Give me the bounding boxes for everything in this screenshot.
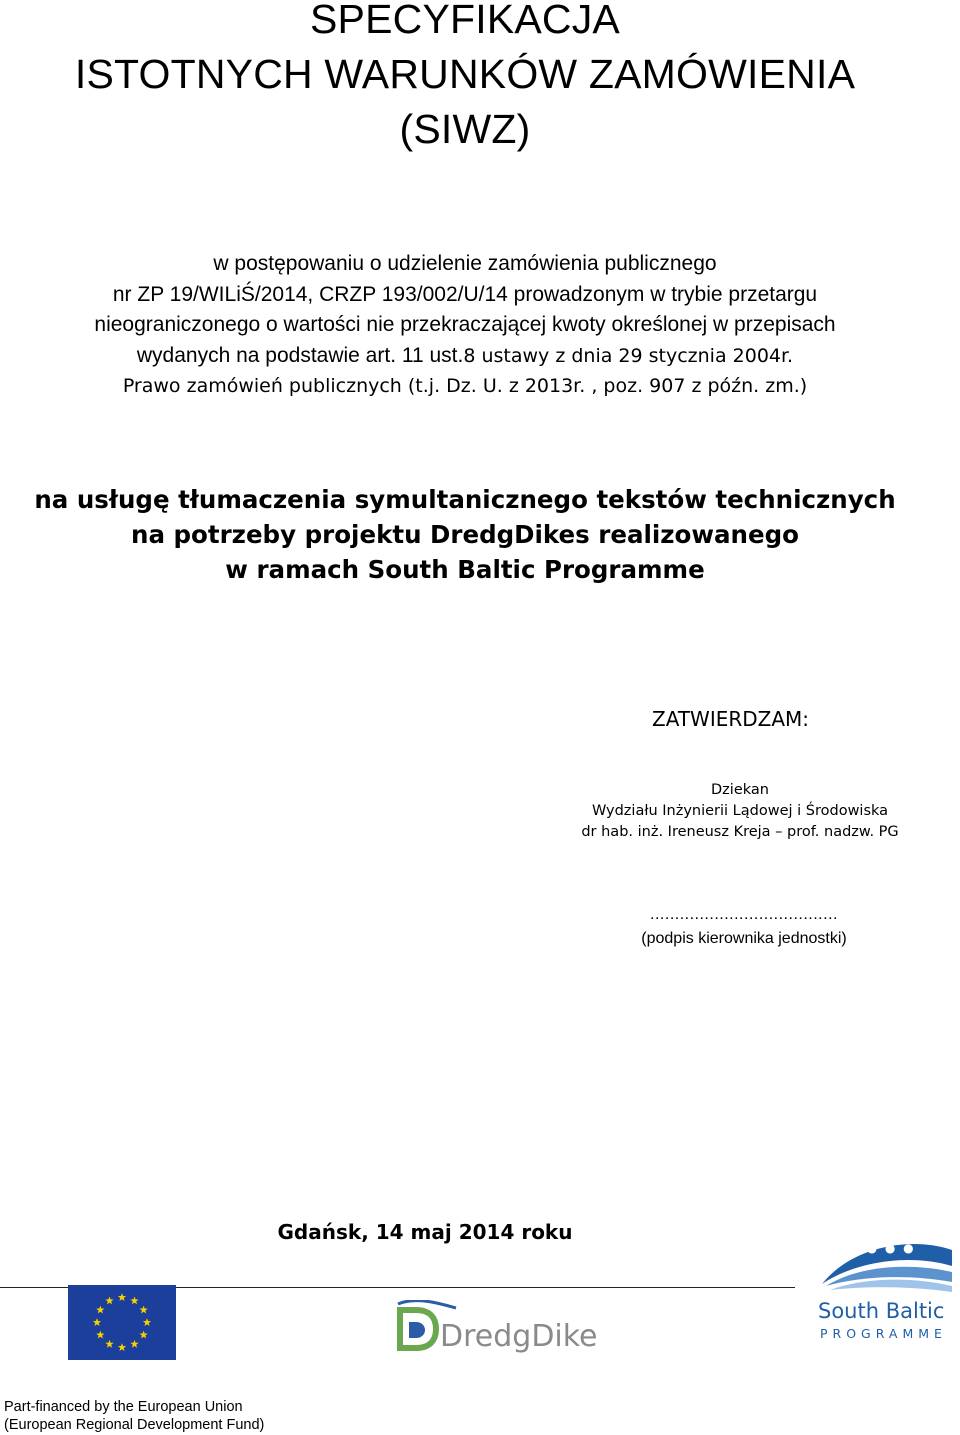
proceeding-line-4: [0, 341, 930, 372]
order-subject: [0, 482, 930, 587]
proceeding-line-3: nieograniczonego o wartości nie przekraczającej kwoty określonej w przepisach: [94, 313, 836, 336]
approver-block: [560, 780, 920, 843]
dredgdikes-logo: [396, 1300, 596, 1363]
footer-line-1: Part-financed by the European Union: [4, 1399, 243, 1415]
signature-caption: (podpis kierownika jednostki): [641, 930, 847, 947]
document-title: [0, 0, 930, 157]
proceeding-line-5: Prawo zamówień publicznych (t.j. Dz. U. z 2013r. , poz. 907 z późn. zm.): [122, 375, 808, 397]
funding-footer: [4, 1398, 264, 1434]
sbp-logo-line-1: South Baltic: [818, 1299, 945, 1323]
proceeding-line-4b: 8 ustawy z dnia 29 stycznia 2004r.: [463, 344, 794, 367]
proceeding-line-1: w postępowaniu o udzielenie zamówienia publicznego: [213, 252, 717, 275]
approver-role: Dziekan: [711, 782, 769, 798]
dredgdikes-logo-text: DredgDikes: [440, 1319, 596, 1354]
approval-label: ZATWIERDZAM:: [652, 707, 810, 731]
title-line-2: ISTOTNYCH WARUNKÓW ZAMÓWIENIA: [74, 51, 856, 97]
title-line-3: (SIWZ): [399, 106, 531, 152]
eu-flag-icon: [68, 1285, 176, 1365]
proceeding-line-4a: wydanych na podstawie art. 11 ust.: [136, 343, 464, 367]
subject-line-2: na potrzeby projektu DredgDikes realizowanego: [131, 520, 799, 549]
signature-line: ......................................: [650, 906, 838, 923]
svg-text:● ● ● ● ●: ● ● ● ● ●: [830, 1241, 916, 1255]
proceeding-line-2: nr ZP 19/WILiŚ/2014, CRZP 193/002/U/14 prowadzonym w trybie przetargu: [112, 282, 818, 306]
south-baltic-programme-logo: [812, 1236, 958, 1349]
footer-line-2: (European Regional Development Fund): [4, 1417, 265, 1433]
approver-faculty: Wydziału Inżynierii Lądowej i Środowiska: [591, 803, 889, 819]
subject-line-3: w ramach South Baltic Programme: [225, 555, 705, 584]
title-line-1: SPECYFIKACJA: [310, 0, 620, 42]
proceeding-description: [0, 249, 930, 402]
approver-name: dr hab. inż. Ireneusz Kreja – prof. nadzw. PG: [581, 824, 899, 840]
sbp-logo-line-2: PROGRAMME: [820, 1326, 947, 1341]
subject-line-1: na usługę tłumaczenia symultanicznego tekstów technicznych: [34, 485, 896, 514]
place-date: Gdańsk, 14 maj 2014 roku: [277, 1220, 573, 1244]
